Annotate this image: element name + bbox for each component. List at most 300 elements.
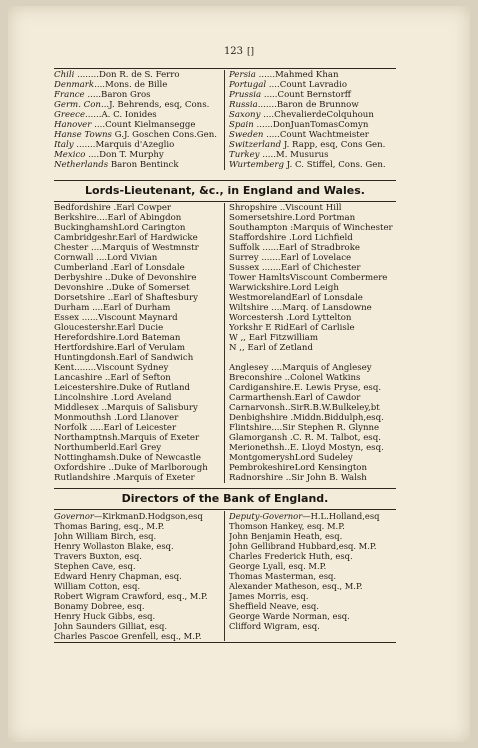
list-row [229,511,396,521]
row-value: George Warde Norman, esq. [229,611,350,621]
row-key: Denmark [54,80,95,90]
row-key: Staffordshire [229,233,287,243]
row-value: Baron de Brunnow [276,100,359,110]
row-value: ......Viscount Maynard [79,313,178,323]
row-leader: ...... [85,110,102,120]
row-key: Westmoreland [229,293,292,303]
list-row [54,521,222,531]
list-row [54,333,222,343]
list-row [229,233,396,243]
list-row [54,601,222,611]
row-key: Durham [54,303,90,313]
list-row [54,561,222,571]
list-row [54,313,222,323]
row-value: Charles Frederick Huth, esq. [229,551,353,561]
row-value: DonJuanTomasComyn [272,120,369,130]
row-leader: .... [94,80,106,90]
row-value: ..Earl of Shaftesbury [105,293,198,303]
row-key: Northamptnsh [54,433,118,443]
row-key: Persia [229,70,256,80]
list-row [229,150,396,160]
row-value: J. Rapp, esq, Cons Gen. [283,140,386,150]
row-leader: ........ [74,70,99,80]
list-row [54,70,222,80]
list-row [54,90,222,100]
row-key: Cornwall [54,253,94,263]
lords-right-column [225,203,396,483]
list-row [229,323,396,333]
lords-heading: Lords-Lieutenant, &c., in England and Wales. [85,184,365,197]
row-value: .Marquis of Exeter [117,433,200,443]
list-row [54,100,222,110]
list-row [54,283,222,293]
row-value: Count Lavradio [279,80,348,90]
lords-heading-rule [54,201,396,202]
row-value: ..Sir John B. Walsh [283,473,367,483]
list-row [54,120,222,130]
row-key: Turkey [229,150,260,160]
row-value: Lord Carington [118,223,186,233]
row-key: Hanse Towns [54,130,112,140]
list-row [54,383,222,393]
row-key: Southampton [229,223,288,233]
row-value: James Morris, esq. [229,591,309,601]
page-mark: [] [247,47,255,57]
list-row [229,571,396,581]
row-value: ....Earl of Durham [89,303,171,313]
row-value: .Earl of Lonsdale [107,263,185,273]
list-row [54,551,222,561]
list-row [229,120,396,130]
row-value: Earl of Lonsdale [291,293,363,303]
list-row [54,140,222,150]
list-row [54,531,222,541]
row-key: Saxony [229,110,261,120]
row-key: Worcestersh [229,313,284,323]
row-value: .Lord Lyttelton [283,313,352,323]
list-row [229,90,396,100]
row-value: George Lyall, esq. M.P. [229,561,327,571]
list-row [229,591,396,601]
row-value: .Earl Grey [116,443,162,453]
row-key: Huntingdonsh. [54,353,119,363]
list-row [54,353,222,363]
row-value: Earl of Carlisle [288,323,355,333]
list-row [54,443,222,453]
row-value: .......Earl of Lovelace [258,253,352,263]
row-key: Leicestershire [54,383,117,393]
list-row [229,403,396,413]
row-key: Tower Hamlts [229,273,290,283]
list-row [54,463,222,473]
list-row [229,243,396,253]
row-value: .C. R. M. Talbot, esq. [287,433,381,443]
row-key: Hanover [54,120,92,130]
list-row [54,263,222,273]
row-value: Henry Huck Gibbs, esq. [54,611,156,621]
row-key: Wurtemberg [229,160,285,170]
list-row [229,521,396,531]
page-number [8,46,470,57]
row-value: .......Earl of Chichester [259,263,361,273]
list-row [229,253,396,263]
row-value: Robert Wigram Crawford, esq., M.P. [54,591,208,601]
row-value: ..Marquis of Salisbury [98,403,198,413]
row-value: ....Sir Stephen R. Glynne [271,423,380,433]
row-value: —KirkmanD.Hodgson,esq [93,511,203,521]
row-key: Derbyshire [54,273,103,283]
list-row [229,263,396,273]
row-value: ..Colonel Watkins [281,373,361,383]
row-value: .Lord Leigh [288,283,339,293]
row-key: Flintshire [229,423,272,433]
list-row [229,160,396,170]
row-key: Carnarvonsh. [229,403,288,413]
row-value: Henry Wollaston Blake, esq. [54,541,174,551]
bank-directors-table [54,511,396,641]
row-key: Kent [54,363,75,373]
list-row [229,293,396,303]
bottom-rule [54,642,396,643]
row-key: Yorkshr E Rid [229,323,289,333]
row-value: ChevalierdeColquhoun [274,110,374,120]
row-key: Deputy-Governor [229,511,303,521]
list-row [229,443,396,453]
row-value: ....Earl of Abingdon [96,213,182,223]
list-row [229,203,396,213]
list-row [229,551,396,561]
list-row [229,453,396,463]
row-value: .Lord Bateman [115,333,181,343]
row-key: Cumberland [54,263,108,273]
list-row [54,423,222,433]
row-leader: ....... [257,100,277,110]
row-leader: ...... [253,120,273,130]
row-value: Travers Buxton, esq. [54,551,142,561]
row-value: John Benjamin Heath, esq. [229,531,343,541]
row-key: Essex [54,313,80,323]
row-leader: .... [266,80,280,90]
list-row [229,100,396,110]
row-value: .Marquis of Exeter [110,473,195,483]
row-key: Governor [54,511,94,521]
list-row [54,80,222,90]
row-key: Buckinghamsh [54,223,119,233]
bank-heading-rule [54,509,396,510]
row-key: Lincolnshire [54,393,109,403]
row-leader: ..... [84,90,102,100]
row-key: Cambridgeshr. [54,233,119,243]
row-key: Shropshire [229,203,278,213]
row-value: Charles Pascoe Grenfell, esq., M.P. [54,631,202,641]
list-row [229,473,396,483]
row-value: Viscount Combermere [289,273,388,283]
row-leader: ...... [255,70,275,80]
row-value: .Lord Aveland [108,393,172,403]
row-key: Pembrokeshire [229,463,295,473]
list-row [229,303,396,313]
row-key: Rutlandshire [54,473,111,483]
row-value: Sheffield Neave, esq. [229,601,319,611]
row-key: Italy [54,140,74,150]
row-key: Northumberld [54,443,117,453]
row-value: ........Viscount Sydney [74,363,169,373]
row-value: ,, Earl Fitzwilliam [237,333,319,343]
row-value: Baron Bentinck [110,160,179,170]
row-value: Count Wachtmeister [279,130,369,140]
row-key: Glamorgansh [229,433,288,443]
row-key: Netherlands [54,160,109,170]
row-value: ,, Earl of Zetland [236,343,313,353]
list-row [54,373,222,383]
list-row [229,611,396,621]
row-key: Denbighshire [229,413,288,423]
page-number-text: 123 [223,46,244,57]
list-row [229,333,396,343]
list-row [54,571,222,581]
list-row [229,601,396,611]
row-key: N [229,343,237,353]
row-key: Norfolk [54,423,88,433]
row-value: Count Bernstorff [277,90,351,100]
list-row [229,353,396,363]
list-row [229,561,396,571]
list-row [229,541,396,551]
row-value: ......Earl of Stradbroke [259,243,361,253]
row-leader: .... [91,120,106,130]
list-row [229,413,396,423]
row-value: ..Viscount Hill [277,203,342,213]
row-value: .E. Lloyd Mostyn, esq. [287,443,384,453]
row-value: Don R. de S. Ferro [98,70,180,80]
list-row [54,511,222,521]
list-row [229,363,396,373]
row-value: .SirR.B.W.Bulkeley,bt [287,403,380,413]
row-value: Bonamy Dobree, esq. [54,601,145,611]
list-row [54,160,222,170]
row-value: ....Marquis of Anglesey [268,363,372,373]
top-rule [54,68,396,69]
list-row [229,130,396,140]
row-value: A. C. Ionides [101,110,157,120]
row-value: Mahmed Khan [275,70,339,80]
row-key: Devonshire [54,283,104,293]
row-key: W [229,333,238,343]
row-value: .Middn.Biddulph,esq. [287,413,384,423]
list-row [54,413,222,423]
list-row [54,541,222,551]
consuls-right-column [225,70,396,170]
row-leader: .... [260,110,275,120]
row-value: Thomas Baring, esq., M.P. [54,521,165,531]
row-leader: .... [85,150,100,160]
consuls-left-column [54,70,225,170]
row-value: G.J. Goschen Cons.Gen. [114,130,217,140]
row-value: J. C. Stiffel, Cons. Gen. [286,160,386,170]
row-value: .Lord Llanover [111,413,179,423]
list-row [54,343,222,353]
row-value: .Lord Lichfield [286,233,353,243]
row-value: Count Kielmansegge [105,120,196,130]
list-row [54,453,222,463]
row-leader: ..... [259,150,276,160]
row-value: M. Musurus [275,150,329,160]
list-row [229,110,396,120]
list-row [229,531,396,541]
row-value: .Duke of Rutland [116,383,191,393]
list-row [229,213,396,223]
row-value: Earl of Hardwicke [118,233,198,243]
list-row [54,473,222,483]
row-value: William Cotton, esq. [54,581,140,591]
row-key: Surrey [229,253,259,263]
row-leader: ..... [263,130,280,140]
list-row [54,393,222,403]
row-value: ..Duke of Somerset [103,283,190,293]
row-key: Carmarthensh. [229,393,295,403]
list-row [54,303,222,313]
list-row [54,433,222,443]
list-row [54,591,222,601]
row-value: Edward Henry Chapman, esq. [54,571,182,581]
row-key: Merionethsh. [229,443,288,453]
bank-left-column [54,511,225,641]
list-row [229,433,396,443]
row-key: Herefordshire [54,333,116,343]
row-key: Berkshire [54,213,97,223]
row-value: Lord Kensington [294,463,367,473]
row-key: Greece [54,110,86,120]
list-row [54,130,222,140]
row-value: :Marquis of Winchester [287,223,393,233]
list-row [229,223,396,233]
row-key: Sussex [229,263,260,273]
list-row [229,273,396,283]
list-row [229,463,396,473]
row-value: Duke of Newcastle [118,453,202,463]
row-value: Alexander Matheson, esq., M.P. [229,581,363,591]
bank-right-column [225,511,396,641]
row-key: Sweden [229,130,264,140]
bank-top-rule [54,488,396,489]
row-key: Dorsetshire [54,293,106,303]
list-row [229,581,396,591]
list-row [54,213,222,223]
row-value: Earl of Sandwich [118,353,194,363]
list-row [54,110,222,120]
row-key: Gloucestershr [54,323,115,333]
row-value: .Earl Ducie [114,323,164,333]
row-key: Montgomerysh [229,453,295,463]
row-value: Don T. Murphy [99,150,164,160]
row-key: Bedfordshire [54,203,111,213]
list-row [54,150,222,160]
row-key: Breconshire [229,373,282,383]
list-row [54,631,222,641]
lords-top-rule [54,180,396,181]
row-value: Thomas Masterman, esq. [229,571,337,581]
row-value: Marquis d'Azeglio [95,140,175,150]
row-value: Lord Sudeley [294,453,353,463]
list-row [54,273,222,283]
list-row [54,293,222,303]
list-row [54,621,222,631]
list-row [54,581,222,591]
list-row [229,283,396,293]
row-key: Monmouthsh [54,413,112,423]
list-row [54,363,222,373]
row-key: Spain [229,120,254,130]
row-value: Mons. de Bille [105,80,168,90]
row-key: Somersetshire [229,213,293,223]
row-value: J. Behrends, esq, Cons. [109,100,210,110]
row-key: Radnorshire [229,473,283,483]
consuls-table [54,70,396,170]
row-key: Switzerland [229,140,282,150]
row-key: Middlesex [54,403,99,413]
row-key: Wiltshire [229,303,269,313]
list-row [229,313,396,323]
row-value: John Saunders Gilliat, esq. [54,621,168,631]
row-key: Russia [229,100,258,110]
row-leader: ..... [261,90,278,100]
list-row [54,203,222,213]
list-row [54,323,222,333]
list-row [54,233,222,243]
row-value: .Lord Portman [292,213,356,223]
row-value: ....Lord Vivian [93,253,158,263]
row-value: Earl of Cawdor [294,393,361,403]
row-key: Oxfordshire [54,463,106,473]
row-value: .Earl of Verulam [114,343,185,353]
row-key: France [54,90,85,100]
row-value: Thomson Hankey, esq. M.P. [229,521,345,531]
lords-left-column [54,203,225,483]
row-key: Hertfordshire [54,343,114,353]
row-value: .Earl Cowper [110,203,172,213]
row-key: Germ. Con [54,100,101,110]
list-row [54,223,222,233]
row-value: ..Duke of Devonshire [102,273,197,283]
lords-table [54,203,396,483]
row-leader: ....... [73,140,96,150]
row-key: Warwickshire [229,283,289,293]
row-value: —H.L.Holland,esq [302,511,380,521]
row-key: Nottinghamsh. [54,453,119,463]
list-row [229,621,396,631]
row-value: Baron Gros [101,90,151,100]
list-row [229,80,396,90]
list-row [229,423,396,433]
row-value: John Gellibrand Hubbard,esq. M.P. [229,541,377,551]
row-value: Stephen Cave, esq. [54,561,136,571]
row-value: ..Duke of Marlborough [105,463,208,473]
row-key: Mexico [54,150,86,160]
row-leader: ... [100,100,110,110]
row-key: Portugal [229,80,267,90]
row-value: .E. Lewis Pryse, esq. [291,383,382,393]
list-row [229,383,396,393]
row-key: Anglesey [229,363,269,373]
row-value: ....Marq. of Lansdowne [268,303,372,313]
row-key: Chester [54,243,89,253]
list-row [54,403,222,413]
row-value: Clifford Wigram, esq. [229,621,320,631]
list-row [229,140,396,150]
row-value: John William Birch, esq. [54,531,157,541]
row-key: Cardiganshire [229,383,292,393]
list-row [229,393,396,403]
